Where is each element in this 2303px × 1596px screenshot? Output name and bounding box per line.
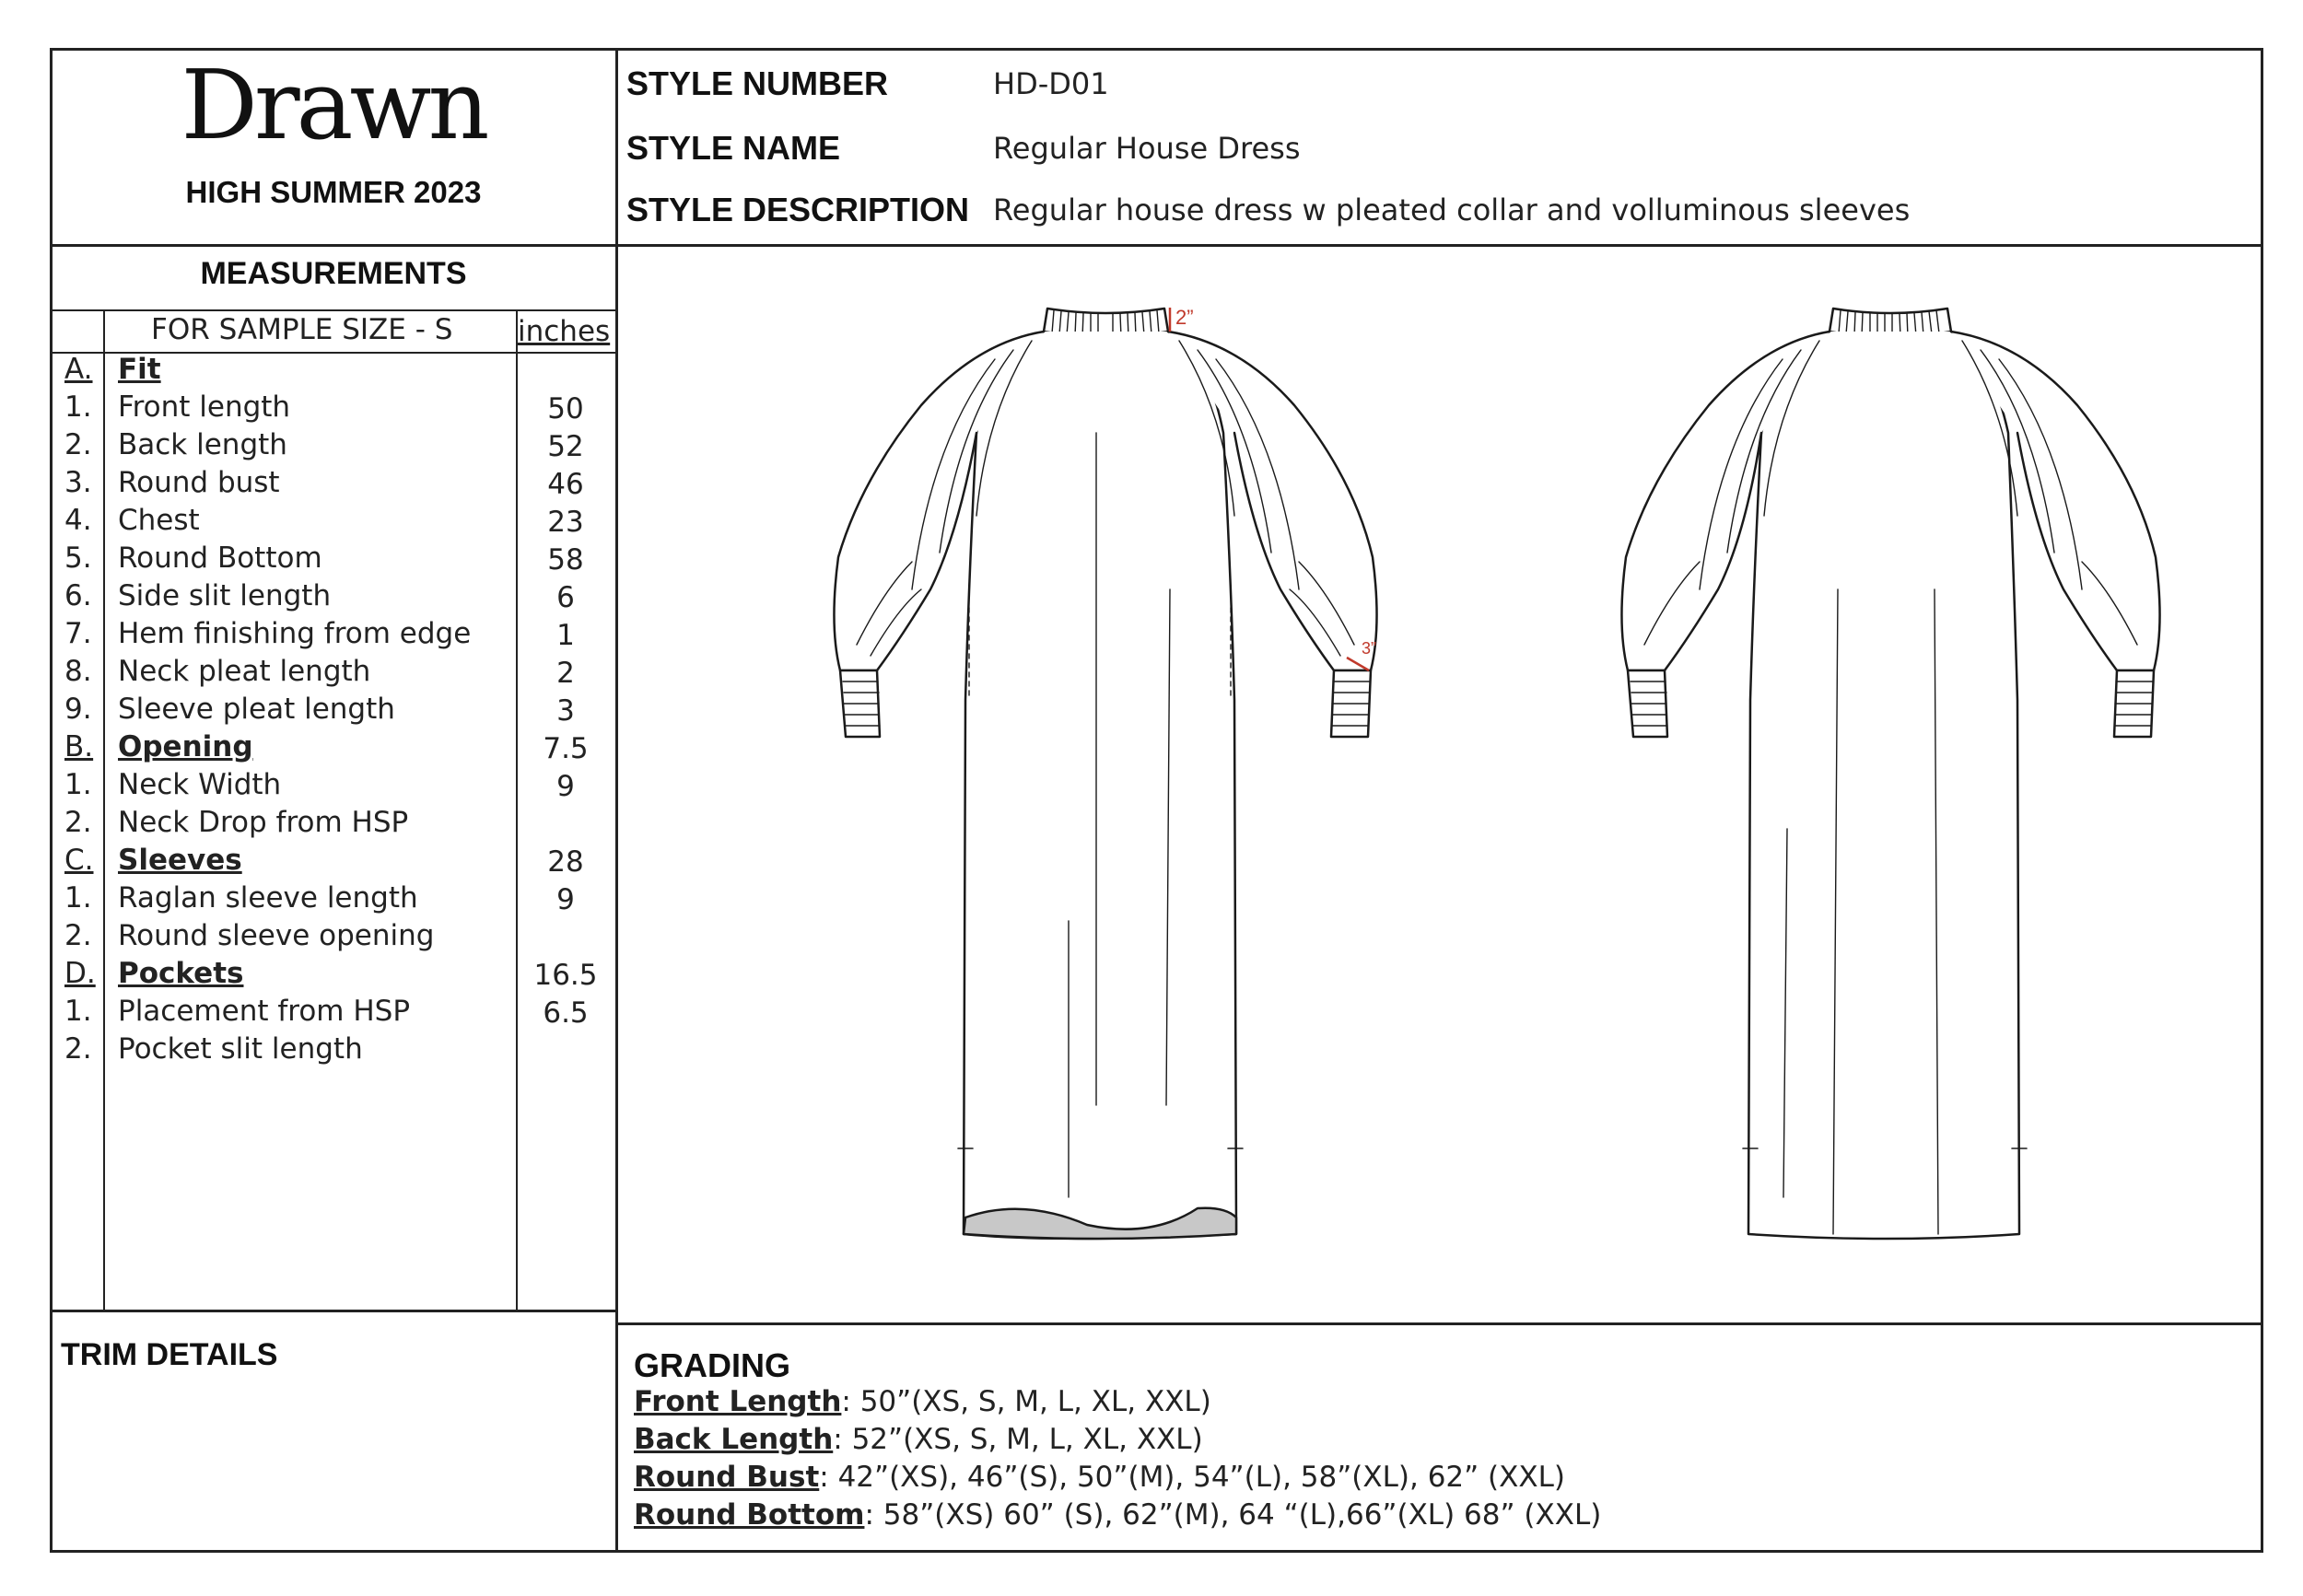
row-label: Back length bbox=[118, 428, 287, 461]
measurement-value: 16.5 bbox=[533, 959, 598, 992]
row-index: 2. bbox=[64, 919, 92, 952]
row-label: Pockets bbox=[118, 957, 244, 990]
measurement-value: 52 bbox=[547, 430, 584, 463]
style-number-label: STYLE NUMBER bbox=[626, 64, 889, 102]
row-index: 2. bbox=[64, 428, 92, 461]
grading-line bbox=[634, 1461, 1565, 1494]
measurement-value: 50 bbox=[547, 392, 584, 425]
row-label: Round sleeve opening bbox=[118, 919, 435, 952]
season-title: HIGH SUMMER 2023 bbox=[185, 175, 482, 209]
row-label: Front length bbox=[118, 390, 291, 424]
grading-label: Back Length bbox=[634, 1423, 834, 1456]
row-index: C. bbox=[64, 844, 94, 877]
measurement-value: 6 bbox=[556, 581, 575, 614]
grading-text: : 42”(XS), 46”(S), 50”(M), 54”(L), 58”(XL), 62” (XXL) bbox=[819, 1461, 1565, 1494]
row-label: Side slit length bbox=[118, 579, 332, 612]
grading-label: Round Bottom bbox=[634, 1498, 865, 1532]
neck-callout-label: 2” bbox=[1175, 306, 1194, 329]
brand-logo: Drawn bbox=[181, 49, 486, 161]
row-index: 2. bbox=[64, 806, 92, 839]
style-description-label: STYLE DESCRIPTION bbox=[626, 191, 970, 228]
row-index: 8. bbox=[64, 655, 92, 688]
sample-size-header: FOR SAMPLE SIZE - S bbox=[151, 313, 453, 346]
row-label: Round Bottom bbox=[118, 542, 322, 575]
row-index: D. bbox=[64, 957, 96, 990]
row-label: Placement from HSP bbox=[118, 995, 411, 1028]
measurement-value: 2 bbox=[556, 657, 575, 690]
row-label: Neck Drop from HSP bbox=[118, 806, 409, 839]
row-label: Raglan sleeve length bbox=[118, 881, 418, 914]
row-label: Fit bbox=[118, 353, 161, 386]
row-label: Opening bbox=[118, 730, 253, 763]
grading-text: : 50”(XS, S, M, L, XL, XXL) bbox=[841, 1385, 1211, 1418]
style-description-value: Regular house dress w pleated collar and volluminous sleeves bbox=[993, 192, 1911, 227]
row-label: Sleeves bbox=[118, 844, 242, 877]
back-dress-sketch bbox=[1621, 309, 2159, 1239]
cuff-callout-label: 3” bbox=[1362, 639, 1377, 658]
measurement-value: 6.5 bbox=[543, 996, 589, 1030]
measurement-value: 1 bbox=[556, 619, 575, 652]
row-label: Round bust bbox=[118, 466, 280, 499]
row-label: Chest bbox=[118, 504, 200, 537]
measurement-value: 23 bbox=[547, 506, 584, 539]
row-index: 1. bbox=[64, 768, 92, 801]
row-index: 1. bbox=[64, 881, 92, 914]
front-body bbox=[964, 332, 1236, 1239]
measurement-value: 3 bbox=[556, 694, 575, 728]
grading-title: GRADING bbox=[634, 1346, 790, 1384]
row-index: 6. bbox=[64, 579, 92, 612]
style-name-value: Regular House Dress bbox=[993, 131, 1301, 166]
front-dress-sketch bbox=[834, 309, 1376, 1239]
row-index: 7. bbox=[64, 617, 92, 650]
row-index: 3. bbox=[64, 466, 92, 499]
grading-line bbox=[634, 1385, 1211, 1418]
row-index: 2. bbox=[64, 1032, 92, 1066]
style-number-value: HD-D01 bbox=[993, 66, 1109, 101]
back-body bbox=[1748, 332, 2019, 1239]
row-index: 4. bbox=[64, 504, 92, 537]
grading-line bbox=[634, 1423, 1203, 1456]
grading-text: : 58”(XS) 60” (S), 62”(M), 64 “(L),66”(XL) 68” (XXL) bbox=[864, 1498, 1602, 1532]
row-index: 5. bbox=[64, 542, 92, 575]
trim-details-title: TRIM DETAILS bbox=[61, 1337, 278, 1372]
row-index: B. bbox=[64, 730, 94, 763]
measurement-value: 46 bbox=[547, 468, 584, 501]
row-index: 1. bbox=[64, 390, 92, 424]
row-label: Pocket slit length bbox=[118, 1032, 363, 1066]
grading-label: Front Length bbox=[634, 1385, 842, 1418]
row-label: Sleeve pleat length bbox=[118, 693, 395, 726]
grading-text: : 52”(XS, S, M, L, XL, XXL) bbox=[833, 1423, 1203, 1456]
measurement-value: 58 bbox=[547, 543, 584, 577]
measurements-title: MEASUREMENTS bbox=[200, 256, 467, 291]
measurement-value: 28 bbox=[547, 845, 584, 879]
row-label: Neck pleat length bbox=[118, 655, 371, 688]
grading-line bbox=[634, 1498, 1601, 1532]
grading-label: Round Bust bbox=[634, 1461, 820, 1494]
row-label: Neck Width bbox=[118, 768, 282, 801]
row-index: 1. bbox=[64, 995, 92, 1028]
measurement-value: 7.5 bbox=[543, 732, 589, 765]
style-name-label: STYLE NAME bbox=[626, 129, 841, 167]
row-index: A. bbox=[64, 353, 93, 386]
row-label: Hem finishing from edge bbox=[118, 617, 472, 650]
unit-header: inches bbox=[518, 315, 611, 348]
measurement-value: 9 bbox=[556, 770, 575, 803]
measurement-value: 9 bbox=[556, 883, 575, 916]
row-index: 9. bbox=[64, 693, 92, 726]
